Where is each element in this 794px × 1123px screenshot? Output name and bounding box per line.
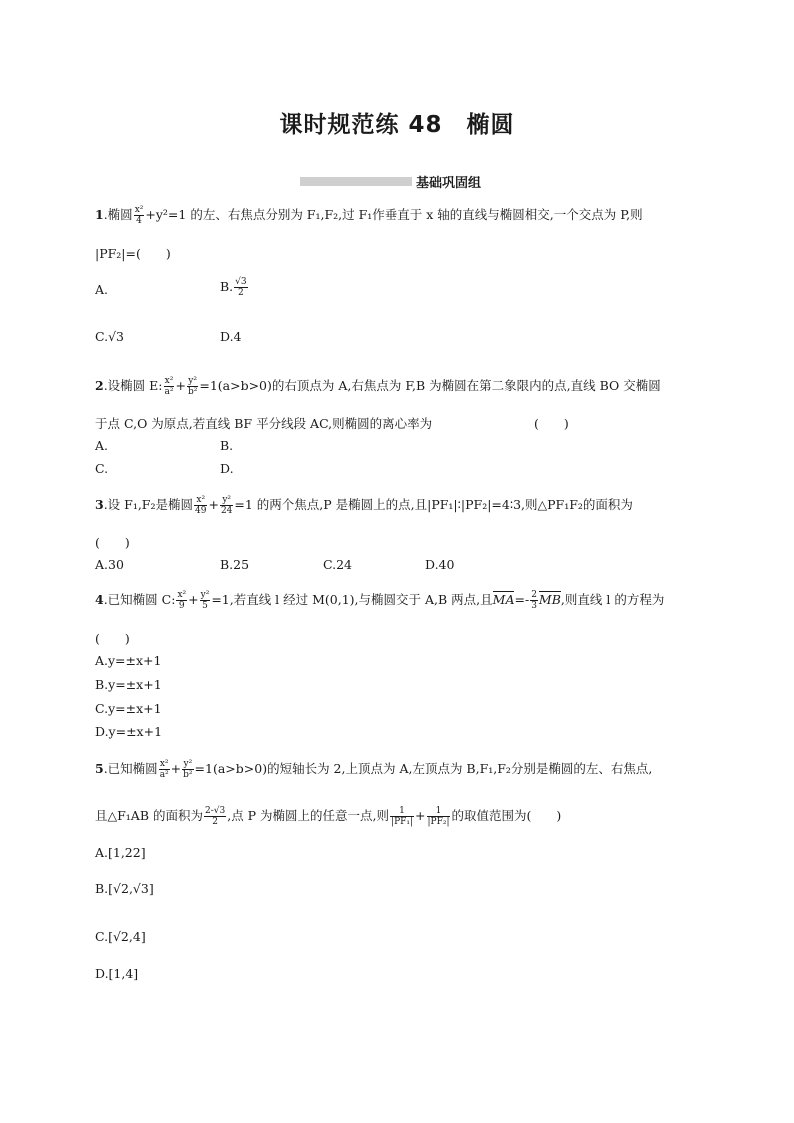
q3-text-b: =1 的两个焦点,P 是椭圆上的点,且|PF₁|∶|PF₂|=4∶3,则△PF₁F₂的面积为 [234, 497, 633, 512]
q4-vector-mb: MB [538, 592, 561, 607]
q3-frac1-num: x² [194, 495, 207, 506]
q2-option-b: B. [220, 438, 234, 453]
question-5-line-1 [95, 759, 652, 780]
q1-fraction [134, 205, 145, 226]
q3-option-c: C.24 [323, 557, 352, 572]
q1-text-a: .椭圆 [103, 207, 133, 222]
q5-option-a: A.[1,22] [95, 845, 146, 860]
q5-fraction-4 [390, 806, 414, 827]
q3-option-a: A.30 [95, 557, 124, 572]
q1-option-b-fraction [234, 277, 247, 298]
q5-plus-2: + [415, 808, 426, 823]
q4-option-c: C.y=±x+1 [95, 701, 162, 716]
q5-text-a: .已知椭圆 [103, 761, 158, 776]
q1-frac-den: 4 [136, 216, 142, 226]
q5-frac4-den: |PF₁| [391, 817, 414, 827]
q5-text-e: 的取值范围为( ) [451, 808, 562, 823]
question-4-number: 4 [95, 592, 104, 607]
q1-option-c-label: C. [95, 329, 109, 344]
question-2-number: 2 [95, 378, 104, 393]
q1-frac-num: x² [134, 205, 144, 215]
q4-option-b: B.y=±x+1 [95, 677, 162, 692]
section-bar [300, 177, 412, 186]
q4-fraction-2 [200, 590, 211, 611]
q3-frac2-den: 24 [220, 506, 233, 516]
q3-option-b: B.25 [220, 557, 250, 572]
q4-frac2-den: 5 [202, 601, 208, 611]
q4-text-a: .已知椭圆 C: [103, 592, 176, 607]
q2-option-d: D. [220, 461, 234, 476]
q1-opt-b-den: 2 [238, 288, 244, 298]
q4-option-d: D.y=±x+1 [95, 724, 163, 739]
question-5-number: 5 [95, 761, 104, 776]
q2-option-c: C. [95, 461, 109, 476]
q2-frac2-num: y² [188, 376, 197, 386]
q5-frac4-num: 1 [390, 806, 414, 817]
q5-frac5-num: 1 [427, 806, 451, 817]
q2-frac2-den: b² [187, 387, 198, 397]
question-3-number: 3 [95, 497, 104, 512]
q5-frac3-num: 2-√3 [204, 806, 226, 816]
q1-option-c [95, 329, 124, 344]
q4-frac2-num: y² [200, 590, 210, 600]
question-1-line-2: |PF₂|=( ) [95, 246, 171, 261]
q2-text-b: =1(a>b>0)的右顶点为 A,右焦点为 F,B 为椭圆在第二象限内的点,直线 BO 交椭圆 [199, 378, 661, 393]
q1-option-b-label: B. [220, 279, 234, 294]
question-3-line-1 [95, 495, 633, 516]
q4-frac3-den: 3 [531, 601, 537, 611]
q2-plus: + [175, 378, 186, 393]
q2-frac1-den: a² [164, 387, 174, 397]
q2-fraction-2 [187, 376, 198, 397]
q4-text-c: ,则直线 l 的方程为 [560, 592, 665, 607]
page-title: 课时规范练 48 椭圆 [279, 112, 515, 138]
q1-text-b: +y²=1 的左、右焦点分别为 F₁,F₂,过 F₁作垂直于 x 轴的直线与椭圆相交,一个交点为 P,则 [145, 207, 643, 222]
q3-plus: + [208, 497, 219, 512]
q3-fraction-2 [220, 495, 233, 516]
question-1-number: 1 [95, 207, 104, 222]
q5-frac1-den: a² [159, 770, 169, 780]
q4-frac1-num: x² [177, 590, 187, 600]
q5-frac3-den: 2 [212, 817, 218, 827]
question-4-line-1 [95, 590, 664, 611]
q4-plus: + [188, 592, 199, 607]
q5-fraction-3 [204, 806, 226, 827]
q4-option-a: A.y=±x+1 [95, 653, 162, 668]
q1-option-b [220, 277, 249, 298]
q5-fraction-5 [427, 806, 451, 827]
question-2-line-1 [95, 376, 661, 397]
q5-frac2-num: y² [183, 759, 193, 769]
q4-vector-ma: MA [492, 592, 515, 607]
q5-option-c: C.[√2,4] [95, 929, 146, 944]
question-3-line-2: ( ) [95, 535, 130, 550]
q5-fraction-1 [159, 759, 170, 780]
question-1-line-1 [95, 205, 643, 226]
question-4-line-2: ( ) [95, 631, 130, 646]
q5-text-b: =1(a>b>0)的短轴长为 2,上顶点为 A,左顶点为 B,F₁,F₂分别是椭圆的左、右焦点, [194, 761, 653, 776]
q1-option-d: D.4 [220, 329, 242, 344]
q4-fraction-3 [530, 590, 538, 611]
q3-frac1-den: 49 [195, 506, 207, 516]
q4-fraction-1 [176, 590, 187, 611]
q4-frac3-num: 2 [531, 590, 537, 600]
q1-option-a: A. [95, 282, 109, 297]
q3-text-a: .设 F₁,F₂是椭圆 [103, 497, 193, 512]
section-heading [300, 172, 481, 190]
question-5-line-2 [95, 806, 561, 827]
question-2-line-2: 于点 C,O 为原点,若直线 BF 平分线段 AC,则椭圆的离心率为 [95, 416, 433, 431]
q2-frac1-num: x² [164, 376, 174, 386]
q5-frac2-den: b² [183, 770, 193, 780]
section-label: 基础巩固组 [416, 175, 482, 191]
q3-option-d: D.40 [425, 557, 455, 572]
q5-option-d: D.[1,4] [95, 966, 139, 981]
q4-equals: =- [514, 592, 530, 607]
q1-opt-b-num: √3 [235, 277, 247, 287]
q5-plus: + [170, 761, 182, 776]
q3-fraction-1 [194, 495, 207, 516]
q5-text-c: 且△F₁AB 的面积为 [95, 808, 203, 823]
q5-frac5-den: |PF₂| [427, 817, 450, 827]
q2-answer-paren: ( ) [534, 416, 569, 431]
q2-fraction-1 [164, 376, 175, 397]
q5-option-b: B.[√2,√3] [95, 881, 154, 896]
q1-option-c-value: √3 [108, 329, 125, 344]
q4-text-b: =1,若直线 l 经过 M(0,1),与椭圆交于 A,B 两点,且 [211, 592, 493, 607]
q5-frac1-num: x² [159, 759, 169, 769]
q2-option-a: A. [95, 438, 109, 453]
q4-frac1-den: 9 [178, 601, 185, 611]
q5-text-d: ,点 P 为椭圆上的任意一点,则 [227, 808, 390, 823]
q5-fraction-2 [182, 759, 193, 780]
q3-frac2-num: y² [220, 495, 233, 506]
q2-text-a: .设椭圆 E: [103, 378, 163, 393]
